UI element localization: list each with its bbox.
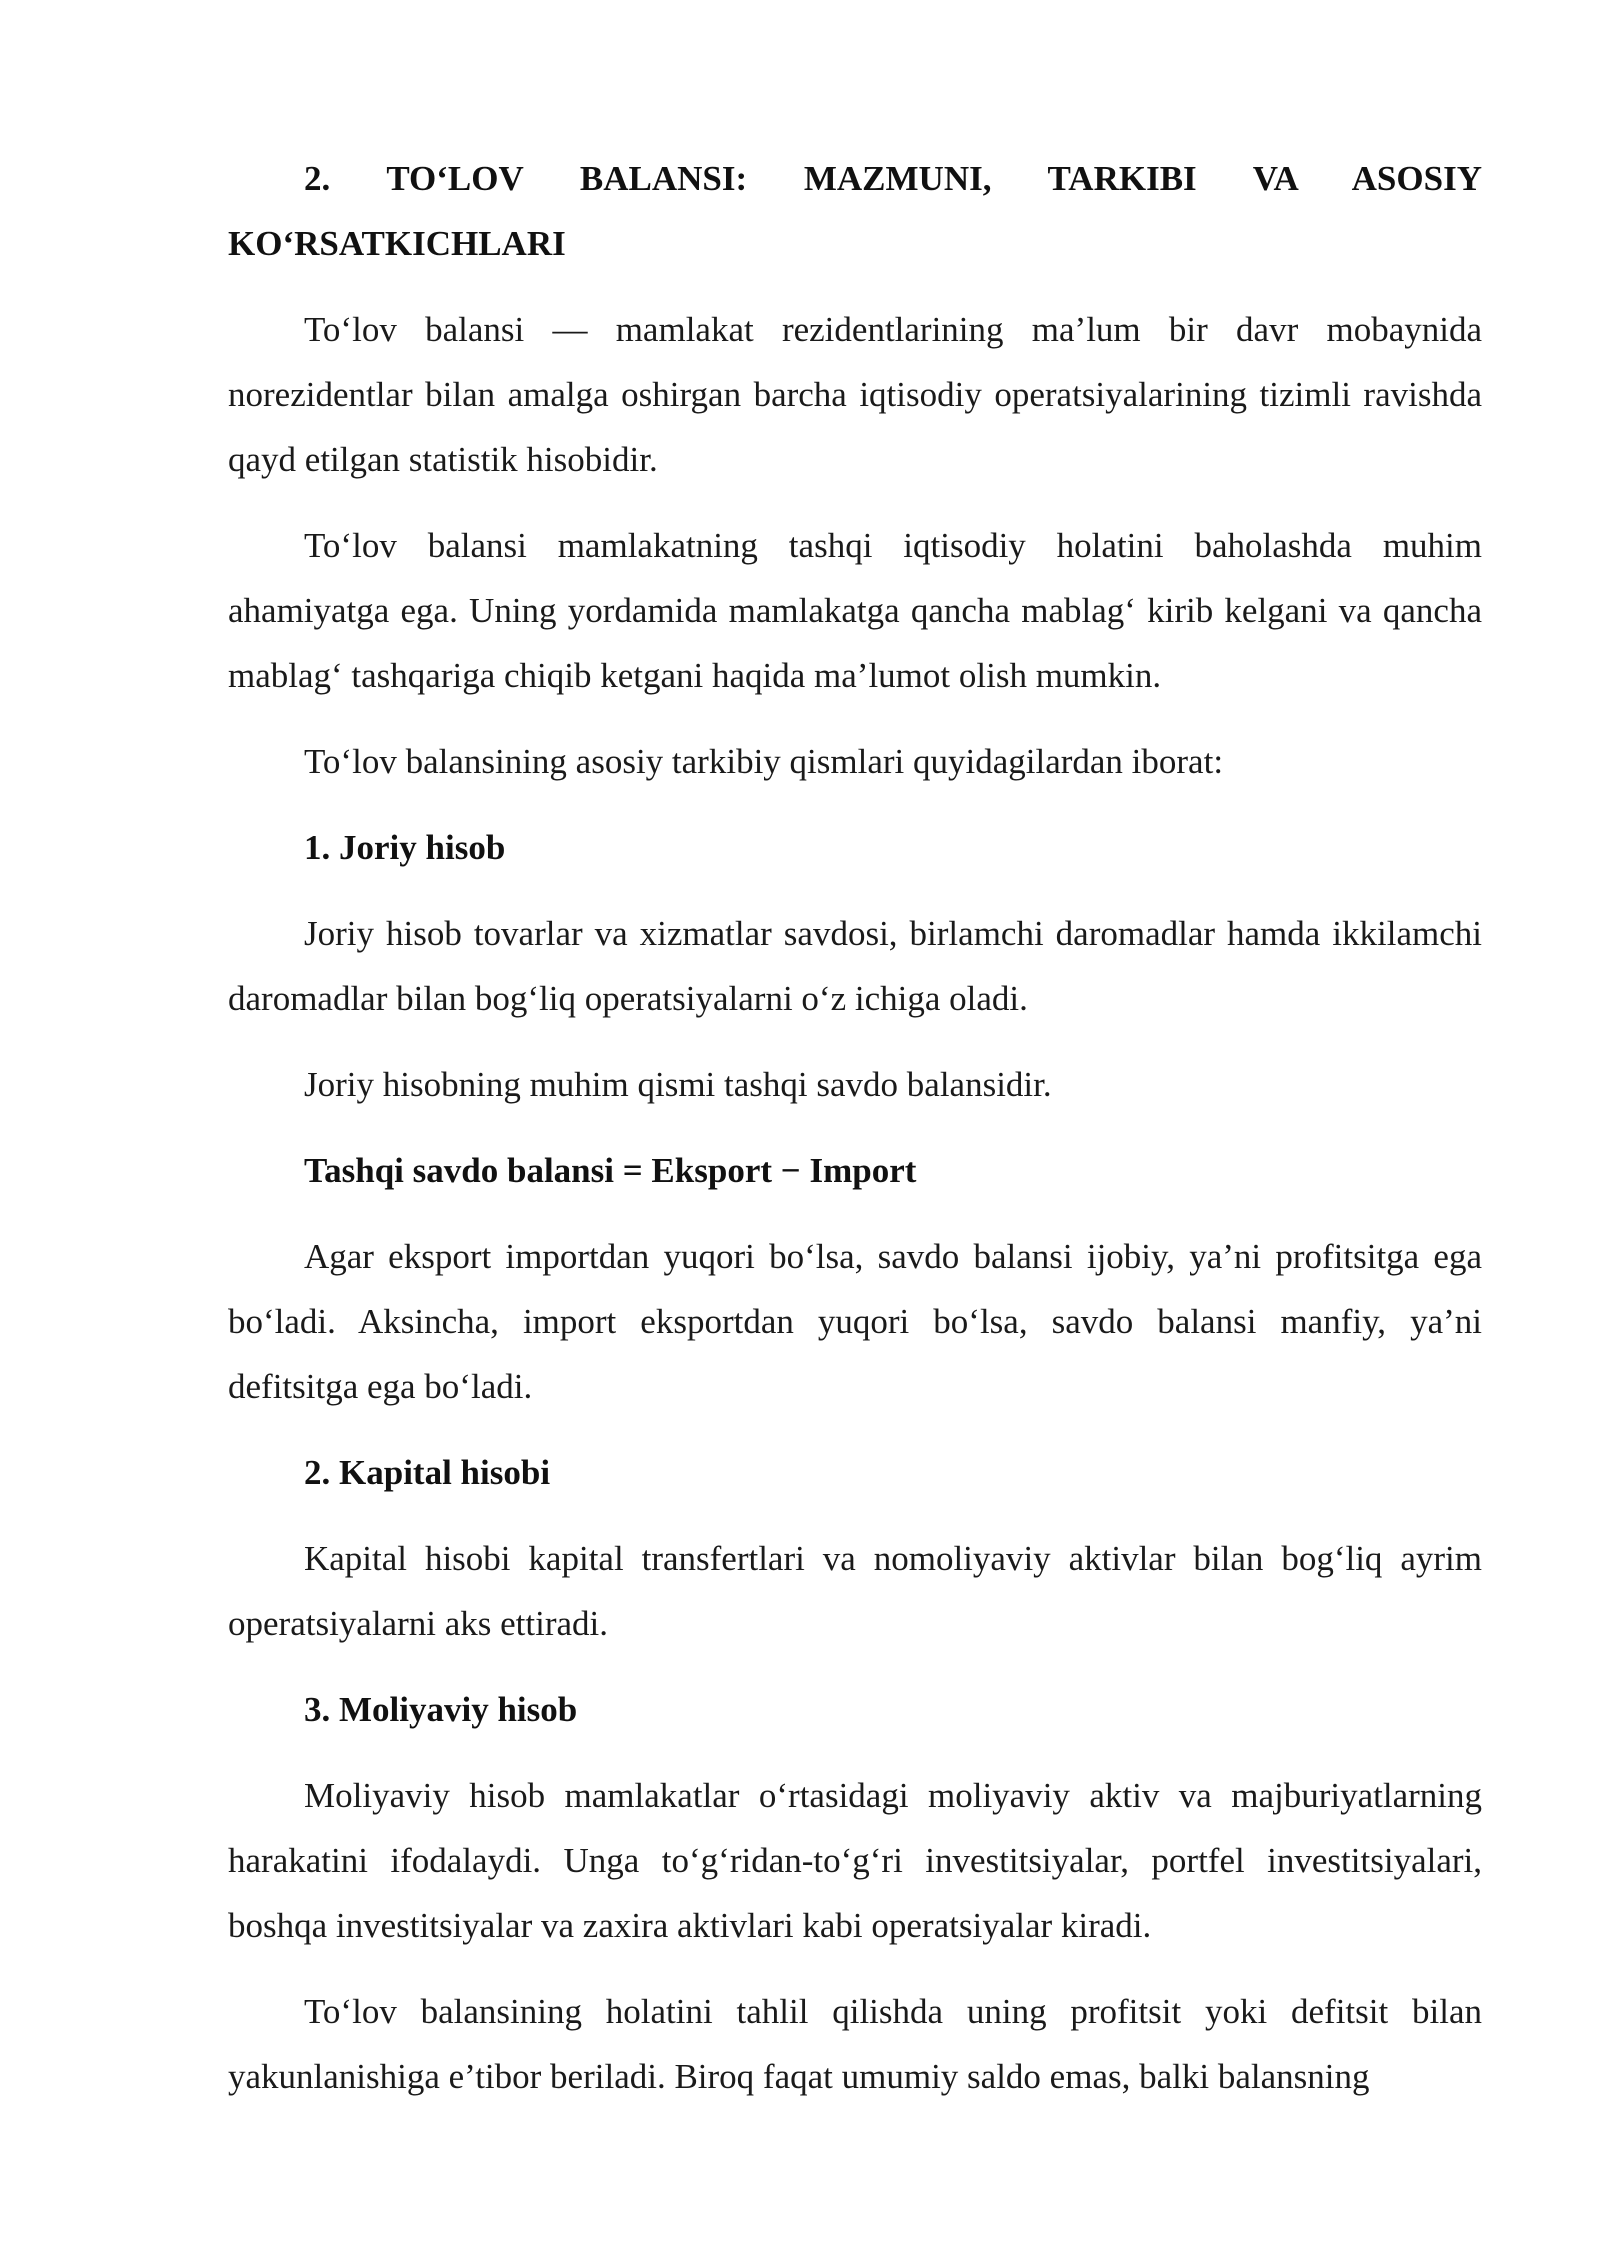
paragraph-importance: To‘lov balansi mamlakatning tashqi iqtisodiy holatini baholashda muhim ahamiyatga ega. Uning yordamida mamlakatga qancha mablag‘ kirib kelgani va qancha mablag‘ tashqariga chiqib ketgani haqida ma’lumot olish mumkin. [228, 526, 1482, 695]
paragraph-analysis: To‘lov balansining holatini tahlil qilishda uning profitsit yoki defitsit bilan yakunlanishiga e’tibor beriladi. Biroq faqat umumiy saldo emas, balki balansning [228, 1992, 1482, 2096]
section-heading: 2. TO‘LOV BALANSI: MAZMUNI, TARKIBI VA ASOSIY KO‘RSATKICHLARI [228, 159, 1482, 263]
paragraph-surplus-deficit: Agar eksport importdan yuqori bo‘lsa, savdo balansi ijobiy, ya’ni profitsitga ega bo‘ladi. Aksincha, import eksportdan yuqori bo‘lsa, savdo balansi manfiy, ya’ni defitsitga ega bo‘ladi. [228, 1237, 1482, 1406]
paragraph-components-intro: To‘lov balansining asosiy tarkibiy qismlari quyidagilardan iborat: [304, 742, 1224, 781]
paragraph-financial-account: Moliyaviy hisob mamlakatlar o‘rtasidagi moliyaviy aktiv va majburiyatlarning harakatini ifodalaydi. Unga to‘g‘ridan-to‘g‘ri investitsiyalar, portfel investitsiyalari, boshqa investitsiyalar va zaxira aktivlari kabi operatsiyalar kiradi. [228, 1776, 1482, 1945]
paragraph-trade-balance: Joriy hisobning muhim qismi tashqi savdo balansidir. [304, 1065, 1052, 1104]
paragraph-definition: To‘lov balansi — mamlakat rezidentlarining ma’lum bir davr mobaynida norezidentlar bilan amalga oshirgan barcha iqtisodiy operatsiyalarining tizimli ravishda qayd etilgan statistik hisobidir. [228, 310, 1482, 479]
subheading-current-account: 1. Joriy hisob [304, 828, 506, 867]
paragraph-capital-account: Kapital hisobi kapital transfertlari va nomoliyaviy aktivlar bilan bog‘liq ayrim operatsiyalarni aks ettiradi. [228, 1539, 1482, 1643]
document-body [228, 146, 1482, 2130]
paragraph-current-account: Joriy hisob tovarlar va xizmatlar savdosi, birlamchi daromadlar hamda ikkilamchi daromadlar bilan bog‘liq operatsiyalarni o‘z ichiga oladi. [228, 914, 1482, 1018]
subheading-capital-account: 2. Kapital hisobi [304, 1453, 551, 1492]
subheading-financial-account: 3. Moliyaviy hisob [304, 1690, 578, 1729]
formula-trade-balance: Tashqi savdo balansi = Eksport − Import [304, 1151, 917, 1190]
